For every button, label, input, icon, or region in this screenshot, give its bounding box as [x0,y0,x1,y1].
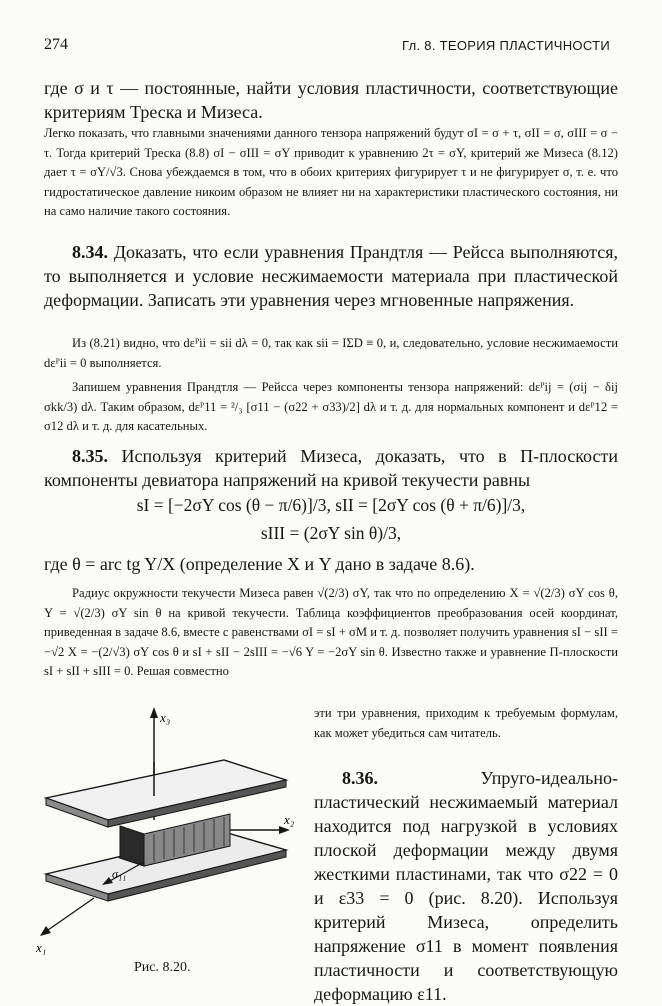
problem-836 [314,766,618,1006]
axis-x2-arrow [279,826,290,834]
page-number: 274 [44,36,68,53]
solution-835-a: Радиус окружности текучести Мизеса равен √(2/3) σY, так что по определению X = √(2/3) σY cos θ, Y = √(2/3) σY sin θ на кривой текучести. Таблица коэффициентов преобразования осей координат, приведенная в задаче 8.6, вместе с равенствами σI = sI + σM и т. д. позволяет получить уравнения sI − sII = −√2 X = −(2/√3) σY cos θ и sI + sII − 2sIII = −√6 Y = −2σY sin θ. Известно также и уравнение Π-плоскости sI + sII + sIII = 0. Решая совместно [44,586,618,679]
solution-834-b: Запишем уравнения Прандтля — Рейсса через компоненты тензора напряжений: dεᴾij = (σij − δij σkk/3) dλ. Таким образом, dεᴾ11 = ²/₃ [σ11 − (σ22 + σ33)/2] dλ и т. д. для нормальных компонент и dεᴾ12 = σ12 dλ и т. д. для касательных. [44,380,618,434]
solution-835-b: эти три уравнения, приходим к требуемым формулам, как может убедиться сам читатель. [314,706,618,740]
page-header [44,36,610,60]
intro-paragraph: где σ и τ — постоянные, найти условия пластичности, соответствующие критериям Треска и Мизеса. [44,78,618,122]
problem-836-number: 8.36. [342,768,378,788]
solution-833: Легко показать, что главными значениями данного тензора напряжений будут σI = σ + τ, σII = σ, σIII = σ − τ. Тогда критерий Треска (8.8) σI − σIII = σY приводит к уравнению 2τ = σY, критерий же Мизеса (8.12) дает τ = σY/√3. Снова убеждаемся в том, что в обоих критериях фигурирует τ и не фигурирует σ, т. е. что гидростатическое давление никоим образом не влияет ни на характеристики пластического состояния, ни на само наличие такого состояния. [44,126,618,219]
problem-834 [44,240,618,312]
solution-834-a: Из (8.21) видно, что dεᴾii = sii dλ = 0, так как sii = IΣD ≡ 0, и, следовательно, условие несжимаемости dεᴾii = 0 выполняется. [44,336,618,370]
problem-835-text: Используя критерий Мизеса, доказать, что в Π-плоскости компоненты девиатора напряжений на кривой текучести равны [44,446,618,490]
axis-x1-label: x₁ [36,940,47,955]
problem-836-text: Упруго-идеально-пластический несжимаемый материал находится под нагрузкой в условиях плоской деформации между двумя жесткими пластинами, так что σ22 = 0 и ε33 = 0 (рис. 8.20). Используя критерий Мизеса, определить напряжение σ11 в момент появления пластичности и соответствующую деформацию ε11. [314,768,618,1004]
stress-label: σ₁₁ [112,867,127,881]
equation-835-line1: sI = [−2σY cos (θ − π/6)]/3, sII = [2σY cos (θ + π/6)]/3, [136,495,526,515]
problem-835-number: 8.35. [72,446,108,466]
equation-835-line2: sIII = (2σY sin θ)/3, [260,523,402,543]
axis-x1-arrow [40,926,51,936]
problem-835 [44,444,618,492]
axis-x1-line [48,898,94,930]
running-title: Гл. 8. ТЕОРИЯ ПЛАСТИЧНОСТИ [401,38,610,53]
definition-theta: где θ = arc tg Y/X (определение X и Y дано в задаче 8.6). [44,554,475,574]
problem-834-text: Доказать, что если уравнения Прандтля — Рейсса выполняются, то выполняется и условие несжимаемости материала при пластической деформации. Записать эти уравнения через мгновенные напряжения. [44,242,618,310]
figure-caption: Рис. 8.20. [134,960,191,975]
axis-x2-label: x₂ [284,812,295,827]
problem-834-number: 8.34. [72,242,108,262]
axis-x3-arrow [150,707,158,718]
figure-8-20 [34,702,304,960]
axis-x3-label: x₃ [160,710,171,725]
